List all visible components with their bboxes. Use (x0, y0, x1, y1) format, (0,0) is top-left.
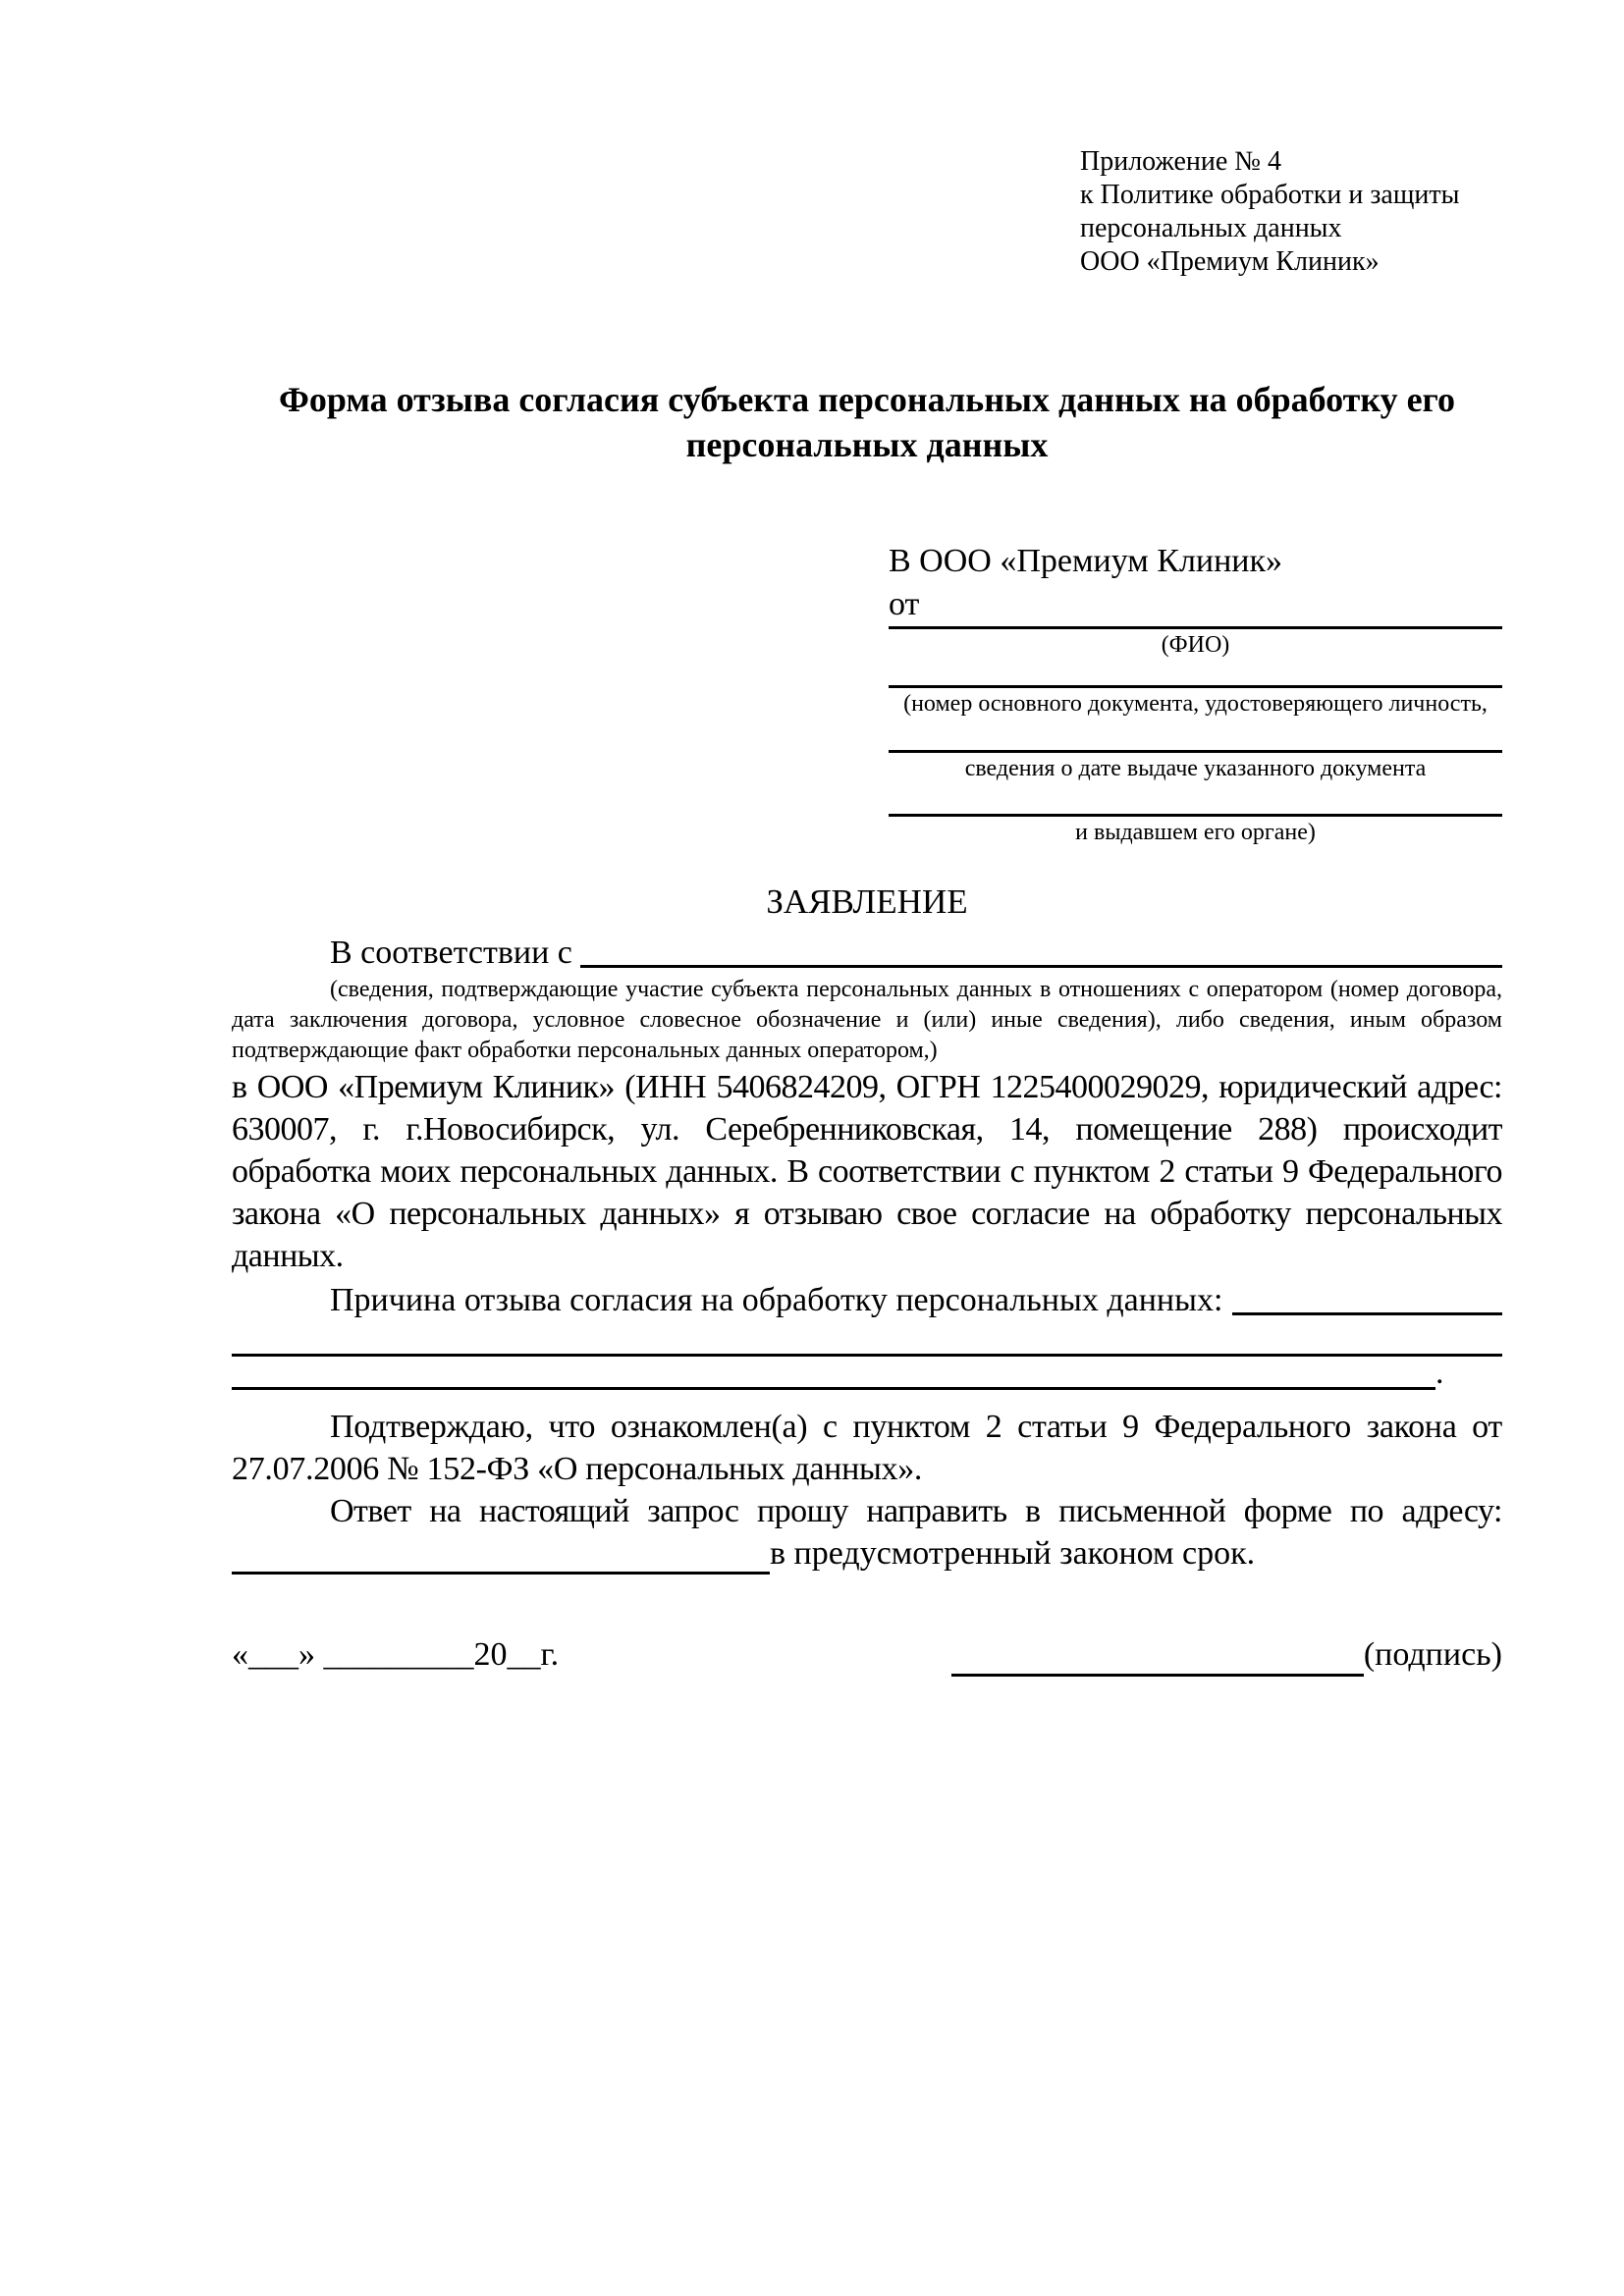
reason-continuation-blank-line-1 (232, 1322, 1502, 1357)
document-number-blank-line (889, 661, 1502, 688)
reply-request-paragraph: Ответ на настоящий запрос прошу направить в письменной форме по адресу: (330, 1493, 1502, 1529)
issue-date-caption: сведения о дате выдаче указанного документа (964, 756, 1427, 781)
reason-continuation-row-2 (232, 1357, 1502, 1390)
addressee-block (889, 540, 1502, 848)
sentence-period: . (1435, 1355, 1444, 1391)
date-signature-row (232, 1633, 1502, 1677)
signature-blank-line (951, 1640, 1364, 1677)
addressee-from: от (889, 586, 920, 622)
reply-address-blank-line (232, 1538, 770, 1575)
confirmation-paragraph: Подтверждаю, что ознакомлен(а) с пунктом 2 статьи 9 Федерального закона от 27.07.2006 № 152-ФЗ «О персональных данных». (232, 1409, 1502, 1487)
document-title: Форма отзыва согласия субъекта персональных данных на обработку его персональных данных (278, 380, 1456, 464)
withdrawal-reason-label: Причина отзыва согласия на обработку персональных данных: (330, 1282, 1223, 1318)
appendix-line-4: ООО «Премиум Клиник» (1080, 246, 1380, 277)
appendix-note (1080, 145, 1502, 279)
compliance-basis-blank-line (580, 932, 1502, 968)
reply-address-row (232, 1532, 1502, 1575)
document-number-caption: (номер основного документа, удостоверяющего личность, (903, 691, 1488, 717)
issue-date-blank-line (889, 720, 1502, 753)
date-blank-field: «___» _________20__г. (232, 1636, 560, 1673)
signature-field (951, 1633, 1502, 1677)
statement-body-paragraph: в ООО «Премиум Клиник» (ИНН 5406824209, ОГРН 1225400029029, юридический адрес: 630007, г. г.Новосибирск, ул. Серебренниковская, 14, помещение 288) происходит обработка моих персональных данных. В соответствии с пунктом 2 статьи 9 Федерального закона «О персональных данных» я отзываю свое согласие на обработку персональных данных. (232, 1069, 1502, 1274)
signature-caption: (подпись) (1363, 1636, 1502, 1673)
compliance-basis-footnote: (сведения, подтверждающие участие субъекта персональных данных в отношениях с оператором (номер договора, дата заключения договора, условное словесное обозначение и (или) иные сведения), либо сведения, иным образом подтверждающие факт обработки персональных данных оператором,) (232, 977, 1502, 1063)
document-number-field (889, 661, 1502, 720)
reply-suffix-text: в предусмотренный законом срок. (770, 1535, 1256, 1572)
reason-continuation-blank-line-2 (232, 1358, 1435, 1390)
appendix-line-3: персональных данных (1080, 213, 1342, 243)
appendix-line-1: Приложение № 4 (1080, 146, 1281, 177)
issuing-authority-blank-line (889, 784, 1502, 817)
statement-heading: ЗАЯВЛЕНИЕ (766, 882, 968, 921)
issuing-authority-field (889, 784, 1502, 848)
fio-caption: (ФИО) (1161, 632, 1230, 658)
issuing-authority-caption: и выдавшем его органе) (1075, 820, 1316, 845)
fio-field (889, 626, 1502, 661)
appendix-line-2: к Политике обработки и защиты (1080, 180, 1460, 210)
withdrawal-reason-row (232, 1279, 1502, 1322)
compliance-basis-label: В соответствии с (330, 934, 572, 971)
compliance-basis-row (232, 932, 1502, 975)
withdrawal-reason-blank-line (1232, 1279, 1502, 1315)
issue-date-field (889, 720, 1502, 784)
addressee-to: В ООО «Премиум Клиник» (889, 543, 1283, 579)
